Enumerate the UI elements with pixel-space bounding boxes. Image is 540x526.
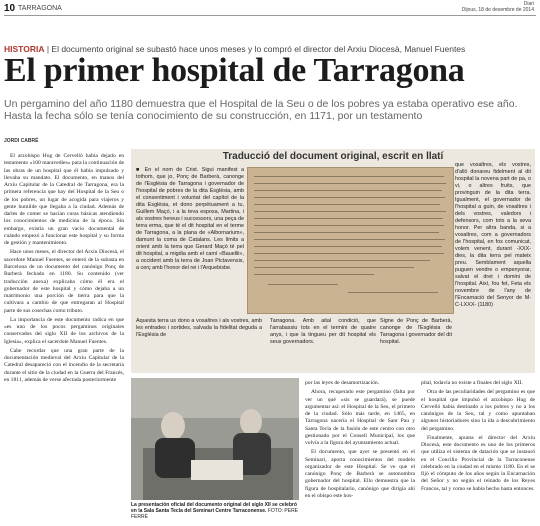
photo-illustration: [131, 378, 299, 500]
kicker-text: El documento original se subastó hace unos meses y lo compró el director del Arxiu Diocesà, Manuel Fuentes: [51, 44, 466, 54]
paragraph: por las leyes de desamortización.: [305, 380, 380, 386]
parchment-image: [247, 167, 454, 314]
caption-text: La presentación oficial del documento original del siglo XII se celebró en la Sala Santa Tecla del Seminari Centre Tarraconense.: [131, 502, 297, 514]
paragraph: El documento, que ayer se presentó en el Seminari, aporta conocimientos del modelo organizador de este Hospital. Se ve que el canónigo Ponç de Barberà se autonombra gobernador del hospital. Ello demuestra que la figura de hospitalario, canónigo que dirigía ahí en el obispo este hos-: [305, 449, 415, 499]
paragraph: Ahora, recuperado este pergamino (falta por ver un qué «sis se guardará), se puede argumentar así: el Hospital de la Seu, el primero de la ciudad. Sólo más tarde, en 1465, en Tarragona nacería el Hospital de Sant Pau y Santa Tecla de la fusión de este centro con otro gestionado por el Consell Municipal, los que volvía a la figura del ayuntamiento actual.: [305, 389, 415, 447]
translation-text-1: ■ En el nom de Crist. Sigui manifest a tothom, que jo, Ponç de Barberà, canonge de l'Església de Tarragona i governador de l'hospital de pobres de la dita Església, amb el consentiment i voluntat del capítol de la dita Església, et dono perpètuament a tu, Guillem Maçó, i a la teva esposa, Martina, i als vostres hereus i successors, una peça de terra erma, que té el dit hospital en el terme de Tarragona, a la plana de «Albornarium», damunt la coma de Catalans. Les límits a orient amb la terra que Gerard Maçó té pel dit hospital, a migdia amb el camí «Bauellii», a occident amb la terra de Joan Pictavensis, a cerç amb l'honor del rei i l'Arquebisbe.: [136, 167, 244, 272]
translation-box-title: Traducció del document original, escrit en llatí: [222, 151, 444, 162]
translation-text-4: Tarragona. Amb aital condició, que l'arrabassiu tots en el termini de quatre anys, i que la tingueu per dit hospital els seus governadors.: [270, 318, 376, 346]
translation-text-5: Signe de Ponç de Barberà, canonge de l'Església de Tarragona i governador del dit hospital.: [380, 318, 452, 346]
translation-text-3: Aquesta terra us dono a vosaltres i als vostres, amb les entrades i sortides, salvada la fidelitat deguda a l'Església de: [136, 318, 262, 339]
paragraph: pital, todavía no existe a finales del siglo XII.: [421, 380, 523, 386]
paragraph: Otra de las peculiaridades del pergamino es que el hospital que impulsó el arzobispo Hug de Cervelló había destinado a los pobres y no a los canónigos de la Seu, tal y como apuntaban algunos historiadores sino la ida a descubrimiento del pergamino.: [421, 389, 535, 432]
translation-text-2: que vosaltres, els vostres, d'allò donareu fidelment al dit hospital la novena part de pa, o vi, o altres fruits, que provinguin de la dita terra. Igualment, el governador de l'hospital a guin, de vosaltres i dels vostres, valedors i defensors, com tots a la seva honor. Per altra banda, si a vosaltres, com a governadors de l'hospital, en fos comunicat, volem venent, durant -XXX- dies, la dita terra pel mateix preu. Semblament aquella puguen vendre o empenyorar, salvat el dret i domini de l'hospital. Així, fou fet, Feta els novembre de l'any de l'Encarnació del Senyor de M-C-LXXX- (1180): [455, 162, 531, 309]
subheadline: Un pergamino del año 1180 demuestra que el Hospital de la Seu o de los pobres ya estaba operativo ese año. Hasta la fecha sólo se tenía conocimiento de su construcción, en 1171, por un testamento: [4, 98, 518, 123]
article-column-3: [305, 380, 415, 524]
article-column-4: [421, 380, 535, 524]
headline: El primer hospital de Tarragona: [4, 52, 465, 89]
photo-credit: FOTO: PERE FERRÉ: [131, 508, 299, 520]
header-rule: [4, 15, 536, 16]
issue-date: Dijous, 18 de desembre de 2014: [461, 6, 534, 13]
section-label: TARRAGONA: [18, 5, 62, 12]
paragraph: La importancia de este documento radica en que «es uno de los pocos pergaminos originales conservados del siglo XII de los archivos de la Iglesia», explica el sacerdote Manuel Fuentes.: [4, 316, 124, 345]
photo-caption: [131, 502, 301, 520]
kicker-label: HISTORIA: [4, 44, 45, 54]
paragraph: El arzobispo Hug de Cervelló había dejado en testamento «100 maravedíes» para la continuación de las obras de un hospital que él había impulsado y llevaba su mandato. El documento, en manos del Arxiu Capitular de la Catedral de Tarragona, era la primera referencia que hay del Hospital de la Seu o de los pobres, un lugar de acogida para viajeros y gente humilde que llegaba a la ciudad. Además de darles de comer se hacían curas básicas atendiendo los conocimientos de medicina de la época. Sin embargo, existía un gran vacío documental de cuándo empezó a funcionar este hospital y su forma de gestión y mantenimiento.: [4, 153, 124, 247]
paragraph: Cabe recordar que una gran parte de la documentación medieval del Arxiu Capitular de la Catedral desapareció con el incendio de la secretaría durante el sitio de la ciudad en la Guerra del Francés, en 1811, además de verse afectada posteriormente: [4, 347, 124, 383]
masthead-date: [462, 2, 534, 13]
article-column-1: [4, 153, 124, 523]
paragraph: Hace unos meses, el director del Arxiu Diocesà, el sacerdote Manuel Fuentes, se enteró de la subasta en Barcelona de un documento del canónigo Ponç de Barberà fechado en 1180. Su contenido (ver traducción anexa) explicaba cómo él era el gobernador de este hospital y cómo dejaba a un matrimonio una porción de tierra para que la cultivara a cambio de que entregaran al Hospital parte de sus cosechas como tributo.: [4, 249, 124, 314]
byline: JORDI CABRÉ: [4, 138, 39, 144]
paragraph: Finalmente, apunta el director del Arxiu Diocesà, este documento es uno de los primeros que utiliza el sistema de datación que se instauró en el Concilio Provincial de la Tarraconense celebrado en la ciudad en el mismo 1180. En el se fijó el cómputo de los años según la Encarnación del Señor y no según el reinado de los Reyes Francos, tal y como se había hecho hasta entonces.: [421, 434, 535, 492]
kicker: HISTORIA | El documento original se subastó hace unos meses y lo compró el director del Arxiu Diocesà, Manuel Fuentes: [4, 44, 466, 54]
presentation-photo: [131, 378, 299, 500]
masthead-name: Diari: [523, 1, 534, 7]
page-number: 10: [4, 3, 16, 14]
